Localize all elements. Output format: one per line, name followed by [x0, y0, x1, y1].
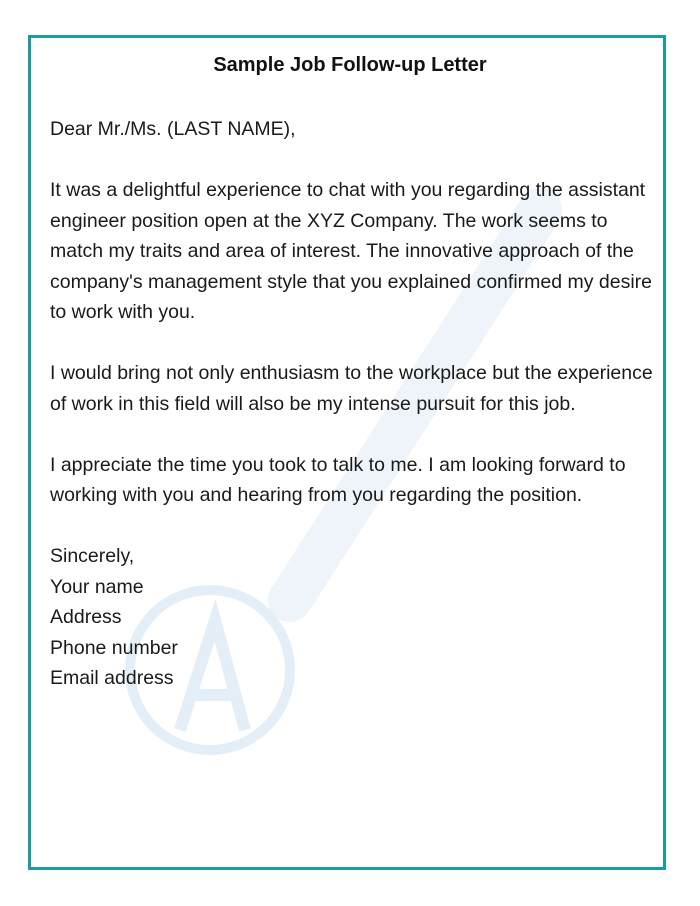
your-name: Your name — [50, 575, 144, 598]
paragraph-2: I would bring not only enthusiasm to the workplace but the experience of work in this field will also be my intense pursuit for this job. — [50, 362, 653, 415]
closing-block — [50, 541, 660, 694]
email-address: Email address — [50, 667, 174, 689]
paragraph-1: It was a delightful experience to chat with you regarding the assistant engineer position open at the XYZ Company. The work seems to match my traits and area of interest. The innovative approach of the company's management style that you explained confirmed my desire to work with you. — [50, 179, 653, 323]
phone-number: Phone number — [50, 636, 178, 659]
salutation: Dear Mr./Ms. (LAST NAME), — [50, 118, 296, 140]
letter-title: Sample Job Follow-up Letter — [213, 54, 487, 76]
letter-body — [50, 114, 660, 694]
sign-off: Sincerely, — [50, 545, 135, 567]
address: Address — [50, 606, 122, 628]
paragraph-3: I appreciate the time you took to talk to me. I am looking forward to working with you and hearing from you regarding the position. — [50, 453, 626, 506]
